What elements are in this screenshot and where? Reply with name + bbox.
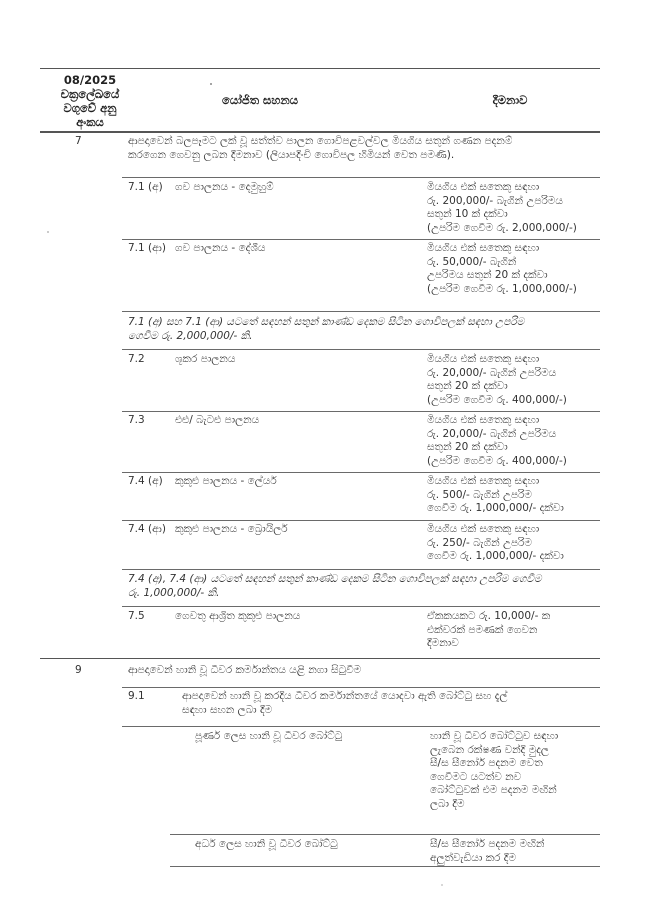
row-allowance	[427, 242, 577, 296]
row-divider	[170, 834, 600, 835]
allowance-line: මියගිය එක් සතෙකු සඳහා	[427, 475, 540, 487]
allowance-line: රු. 50,000/- බැගින්	[427, 255, 517, 268]
section-9-title: ආපදාවෙන් හානි වූ ධීවර කර්මාන්තය යළි නගා සිටුවීම	[128, 664, 362, 676]
allowance-line: එක්වරක් පමණක් ගෙවන	[427, 623, 538, 636]
note-line: 7.4 (අ), 7.4 (ආ) යටතේ සඳහන් සතුන් කාණ්ඩ දෙකම සිටින ගොවිපලක් සඳහා උපරිම ගෙවීම	[128, 573, 542, 585]
row-divider	[122, 687, 600, 688]
allowance-line: අලුත්වැඩියා කර දීම	[430, 851, 517, 864]
allowance-line: ගෙවීම රු. 1,000,000/- දක්වා	[427, 502, 564, 514]
header-col-allowance: දීමනාව	[492, 93, 528, 107]
row-item: කුකුළු පාලනය - ලේයර්	[175, 475, 277, 487]
allowance-line: මියගිය එක් සතෙකු සඳහා	[427, 181, 540, 193]
section-7-number: 7	[75, 135, 82, 147]
subsection-title-line: සඳහා සහන ලබා දීම	[182, 703, 273, 716]
table-top-rule	[40, 68, 600, 69]
row-item: අර්ධ ලෙස හානි වූ ධීවර බෝට්ටු	[195, 838, 338, 850]
row-divider	[170, 866, 600, 867]
row-allowance	[427, 181, 577, 235]
row-item: කුකුළු පාලනය - බ්‍රොයිලර්	[175, 523, 288, 535]
header-col-number-line: අංකය	[76, 115, 104, 129]
allowance-line: රු. 200,000/- බැගින් උපරිමය	[427, 194, 563, 207]
row-code: 7.1 (අ)	[128, 181, 163, 193]
subsection-title-line: ආපදාවෙන් හානි වූ කරදිය ධීවර කර්මාන්තයේ යොදවා ඇති බෝට්ටු සහ දැල්	[182, 690, 508, 702]
allowance-line: සී/ස සීනෝර් පදනම වෙත	[430, 757, 543, 769]
row-divider	[122, 177, 600, 178]
note-line: රු. 1,000,000/- කි.	[128, 586, 220, 599]
row-item: ශූකර පාලනය	[175, 353, 236, 365]
allowance-line: ගෙවීම රු. 1,000,000/- දක්වා	[427, 550, 564, 562]
allowance-line: (උපරිම ගෙවීම රු. 1,000,000/-)	[427, 282, 577, 295]
row-divider	[122, 726, 600, 727]
allowance-line: (උපරිම ගෙවීම රු. 400,000/-)	[427, 454, 567, 467]
allowance-line: ගෙවීමට යටත්ව නව	[430, 770, 522, 783]
row-allowance	[427, 610, 550, 651]
section-9-number: 9	[75, 664, 82, 676]
row-item: ගව පාලනය - දේශීය	[175, 242, 266, 254]
allowance-line: බෝට්ටුවක් එම පදනම මඟින්	[430, 784, 557, 796]
row-code: 7.2	[128, 353, 145, 365]
row-divider	[122, 411, 600, 412]
scan-speck	[441, 884, 443, 886]
row-divider	[122, 520, 600, 521]
row-allowance	[430, 730, 558, 811]
header-col-number-line: වගුවේ අනු	[63, 101, 117, 115]
allowance-line: හානි වූ ධීවර බෝට්ටුව සඳහා	[430, 730, 559, 742]
row-code: 7.4 (ආ)	[128, 523, 166, 535]
header-col-number-line: චක්‍රලේඛයේ	[60, 87, 120, 101]
row-allowance	[427, 353, 567, 407]
row-item: ගෙවතු ආශ්‍රිත කුකුළු පාලනය	[175, 610, 301, 622]
allowance-line: සතුන් 20 ක් දක්වා	[427, 441, 508, 453]
allowance-line: රු. 20,000/- බැගින් උපරිමය	[427, 427, 557, 440]
allowance-line: සතුන් 10 ක් දක්වා	[427, 208, 508, 220]
row-code: 7.3	[128, 414, 145, 426]
row-divider	[122, 311, 600, 312]
section-divider	[40, 658, 600, 659]
allowance-line: උපරිමය සතුන් 20 ක් දක්වා	[427, 269, 548, 281]
row-divider	[122, 472, 600, 473]
row-divider	[122, 239, 600, 240]
row-code: 7.5	[128, 610, 145, 622]
row-item: පූර්ණ ලෙස හානි වූ ධීවර බෝට්ටු	[195, 730, 343, 742]
row-allowance	[427, 523, 564, 564]
header-col-relief: යෝජිත සහනය	[222, 93, 298, 107]
scan-speck	[47, 231, 49, 233]
header-col-number	[30, 73, 150, 129]
row-allowance	[427, 414, 567, 468]
section-7-title-line: ආපදාවෙන් බලපෑමට ලක් වූ සත්ත්ව පාලන ගොවිපළවල්වල මියගිය සතුන් ගණන පදනම්	[128, 135, 513, 147]
header-col-number-line: 08/2025	[63, 73, 117, 87]
allowance-line: ලැබෙන රක්ෂණ වන්දි මුදල	[430, 743, 549, 756]
row-divider	[122, 569, 600, 570]
row-code: 9.1	[128, 690, 145, 702]
note-line: 7.1 (අ) සහ 7.1 (ආ) යටතේ සඳහන් සතුන් කාණ්ඩ දෙකම සිටින ගොවිපලක් සඳහා උපරිම	[128, 316, 525, 328]
allowance-line: ලබා දීම	[430, 797, 465, 810]
allowance-line: සී/ස සීනෝර් පදනම මඟින්	[430, 838, 545, 850]
allowance-line: රු. 250/- බැගින් උපරිම	[427, 536, 532, 549]
row-divider	[122, 349, 600, 350]
allowance-line: ඒකකයකට රු. 10,000/- ක	[427, 610, 551, 622]
allowance-line: දීමනාව	[427, 637, 459, 649]
row-item: ගව පාලනය - දෙමුහුම්	[175, 181, 274, 193]
allowance-line: (උපරිම ගෙවීම රු. 400,000/-)	[427, 393, 567, 406]
row-code: 7.4 (අ)	[128, 475, 163, 487]
row-code: 7.1 (ආ)	[128, 242, 166, 254]
row-allowance	[427, 475, 564, 516]
allowance-line: සතුන් 20 ක් දක්වා	[427, 380, 508, 392]
allowance-line: රු. 500/- බැගින් උපරිම	[427, 488, 532, 501]
allowance-line: (උපරිම ගෙවීම රු. 2,000,000/-)	[427, 221, 577, 234]
row-allowance	[430, 838, 544, 865]
allowance-line: මියගිය එක් සතෙකු සඳහා	[427, 353, 540, 365]
allowance-line: මියගිය එක් සතෙකු සඳහා	[427, 523, 540, 535]
subsection-9-1-title	[182, 690, 507, 717]
allowance-line: මියගිය එක් සතෙකු සඳහා	[427, 414, 540, 426]
note-line: ගෙවීම රු. 2,000,000/- කි.	[128, 329, 253, 342]
allowance-line: රු. 20,000/- බැගින් උපරිමය	[427, 366, 557, 379]
header-bottom-rule	[40, 131, 600, 133]
section-7-title-line: කරගෙන ගෙවනු ලබන දීමනාව (ලියාපදිංචි ගොවිපල හිමියන් වෙත පමණි).	[128, 148, 455, 161]
scan-speck	[210, 83, 212, 85]
section-7-note-2	[128, 573, 542, 600]
section-7-title	[128, 135, 512, 162]
allowance-line: මියගිය එක් සතෙකු සඳහා	[427, 242, 540, 254]
row-divider	[122, 606, 600, 607]
section-7-note-1	[128, 316, 524, 343]
row-item: එළු/ බැටළු පාලනය	[175, 414, 260, 426]
